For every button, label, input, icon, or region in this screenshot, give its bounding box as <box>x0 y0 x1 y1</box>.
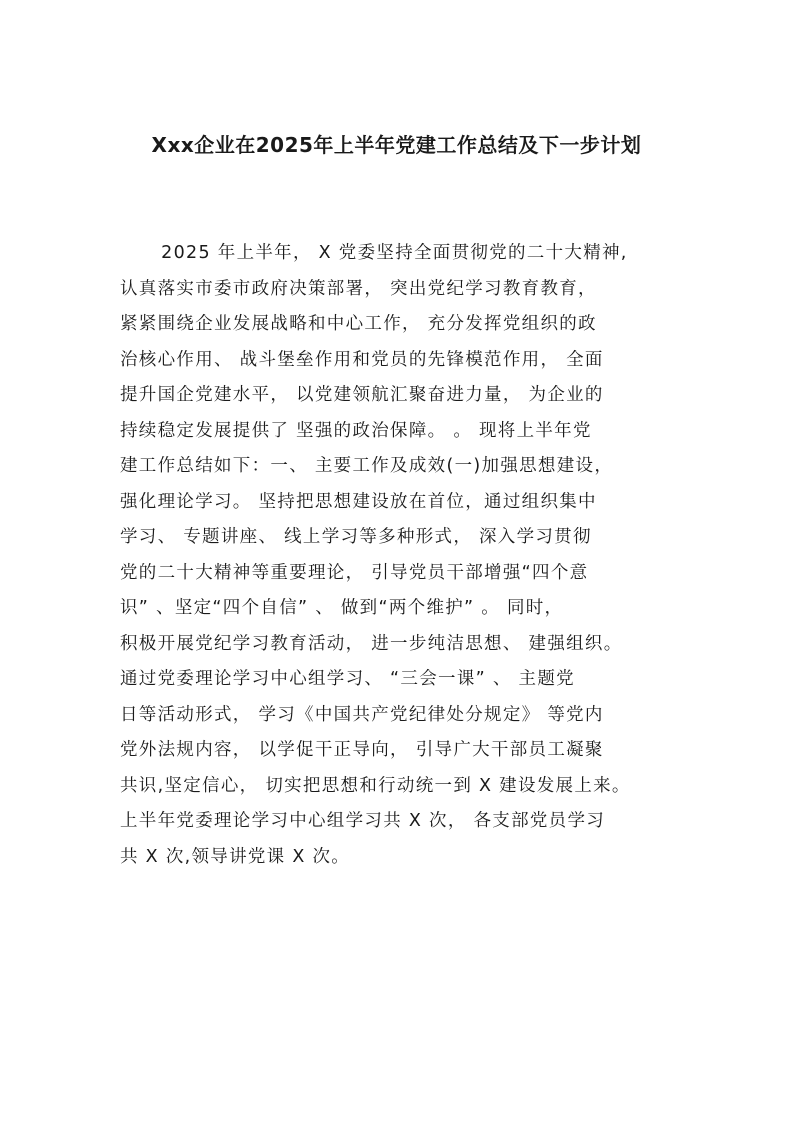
body-line: 党外法规内容， 以学促干正导向， 引导广大干部员工凝聚 <box>120 740 604 760</box>
body-line: 积极开展党纪学习教育活动， 进一步纯洁思想、 建强组织。 <box>120 633 623 654</box>
body-line: 日等活动形式， 学习《中国共产党纪律处分规定》 等党内 <box>120 704 604 725</box>
document-title: Xxx企业在2025年上半年党建工作总结及下一步计划 <box>151 133 642 157</box>
body-line: 强化理论学习。 坚持把思想建设放在首位，通过组织集中 <box>120 491 597 512</box>
body-line: 提升国企党建水平， 以党建领航汇聚奋进力量， 为企业的 <box>120 385 604 405</box>
document-body <box>120 236 700 875</box>
body-line: 紧紧围绕企业发展战略和中心工作， 充分发挥党组织的政 <box>120 314 597 334</box>
body-line: 通过党委理论学习中心组学习、 “三会一课” 、 主题党 <box>120 669 575 689</box>
body-line: 党的二十大精神等重要理论， 引导党员干部增强“四个意 <box>120 562 589 583</box>
body-line: 治核心作用、 战斗堡垒作用和党员的先锋模范作用， 全面 <box>120 349 604 370</box>
body-line: 共识,坚定信心， 切实把思想和行动统一到 X 建设发展上来。 <box>120 775 631 796</box>
body-line: 共 X 次,领导讲党课 X 次。 <box>120 846 351 867</box>
body-line: 学习、 专题讲座、 线上学习等多种形式， 深入学习贯彻 <box>120 527 592 547</box>
body-line: 建工作总结如下：一、 主要工作及成效(一)加强思想建设， <box>120 456 614 476</box>
body-line: 认真落实市委市政府决策部署， 突出党纪学习教育教育， <box>120 278 597 299</box>
body-line: 2025 年上半年， X 党委坚持全面贯彻党的二十大精神, <box>120 243 628 263</box>
body-line: 持续稳定发展提供了 坚强的政治保障。 。 现将上半年党 <box>120 420 592 441</box>
body-line: 识” 、坚定“四个自信” 、 做到“两个维护” 。 同时， <box>120 598 564 618</box>
body-line: 上半年党委理论学习中心组学习共 X 次， 各支部党员学习 <box>120 811 606 831</box>
